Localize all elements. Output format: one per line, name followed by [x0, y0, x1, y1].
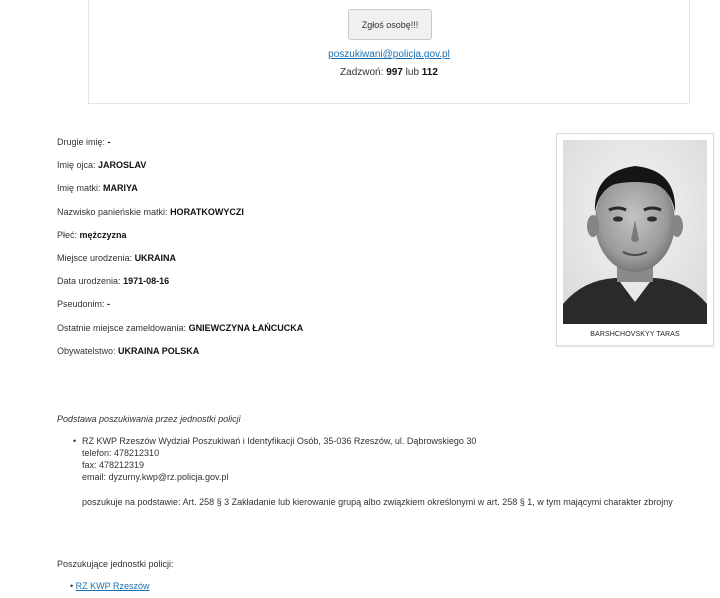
report-email-link[interactable]: poszukiwani@policja.gov.pl — [328, 49, 450, 60]
unit-name-address: RZ KWP Rzeszów Wydział Poszukiwań i Identyfikacji Osób, 35-036 Rzeszów, ul. Dąbrowskiego 30 — [82, 436, 477, 446]
person-photo — [563, 140, 707, 324]
detail-label: Drugie imię: — [57, 137, 106, 147]
basis-unit-item — [70, 436, 700, 446]
phone-prefix: Zadzwoń: — [340, 67, 384, 78]
report-person-button[interactable]: Zgłoś osobę!!! — [348, 9, 432, 40]
detail-row-mother-maiden-name — [57, 207, 303, 230]
detail-row-second-name — [57, 137, 303, 160]
unit-fax: fax: 478212319 — [82, 460, 145, 470]
report-phone — [89, 67, 689, 78]
detail-row-sex — [57, 230, 303, 253]
person-details — [57, 137, 303, 369]
detail-row-birthdate — [57, 276, 303, 299]
bullet-icon: • — [73, 436, 77, 446]
detail-row-citizenship — [57, 346, 303, 369]
searching-units-label: Poszukujące jednostki policji: — [57, 559, 174, 569]
unit-link-rz-kwp-rzeszow[interactable]: RZ KWP Rzeszów — [75, 581, 150, 591]
detail-value: - — [107, 299, 111, 310]
detail-value: UKRAINA POLSKA — [118, 345, 200, 356]
detail-label: Pseudonim: — [57, 299, 105, 310]
unit-email: email: dyzurny.kwp@rz.policja.gov.pl — [82, 472, 229, 482]
detail-value: 1971-08-16 — [123, 276, 170, 287]
detail-label: Płeć: — [57, 229, 78, 240]
phone-number-2: 112 — [421, 67, 438, 78]
detail-row-mother-name — [57, 183, 303, 206]
detail-label: Nazwisko panieńskie matki: — [57, 206, 168, 217]
search-basis-description: poszukuje na podstawie: Art. 258 § 3 Zakładanie lub kierowanie grupą albo związkiem określonymi w art. 258 § 1, w tym mającymi charakter zbrojny — [82, 497, 673, 507]
phone-number-1: 997 — [386, 67, 403, 78]
detail-value: UKRAINA — [134, 252, 177, 263]
detail-row-birthplace — [57, 253, 303, 276]
detail-label: Ostatnie miejsce zameldowania: — [57, 322, 187, 333]
bullet-icon: • — [70, 581, 74, 591]
photo-caption: BARSHCHOVSKYY TARAS — [590, 331, 680, 338]
detail-row-father-name — [57, 160, 303, 183]
detail-row-nickname — [57, 299, 303, 322]
detail-label: Miejsce urodzenia: — [57, 252, 133, 263]
unit-phone: telefon: 478212310 — [82, 448, 160, 458]
basis-unit-list — [70, 436, 700, 509]
detail-row-last-address — [57, 323, 303, 346]
phone-separator: lub — [405, 67, 420, 78]
detail-label: Obywatelstwo: — [57, 345, 116, 356]
basis-title: Podstawa poszukiwania przez jednostki policji — [57, 414, 241, 424]
person-photo-card[interactable] — [556, 133, 714, 346]
detail-value: JAROSLAV — [98, 160, 147, 171]
detail-label: Imię matki: — [57, 183, 101, 194]
searching-units-list — [70, 581, 150, 591]
detail-value: mężczyzna — [79, 229, 127, 240]
detail-label: Data urodzenia: — [57, 276, 121, 287]
detail-value: MARIYA — [103, 183, 138, 194]
detail-label: Imię ojca: — [57, 160, 96, 171]
report-panel — [88, 0, 690, 104]
detail-value: - — [107, 137, 111, 147]
detail-value: HORATKOWYCZI — [170, 206, 244, 217]
detail-value: GNIEWCZYNA ŁAŃCUCKA — [188, 322, 304, 333]
